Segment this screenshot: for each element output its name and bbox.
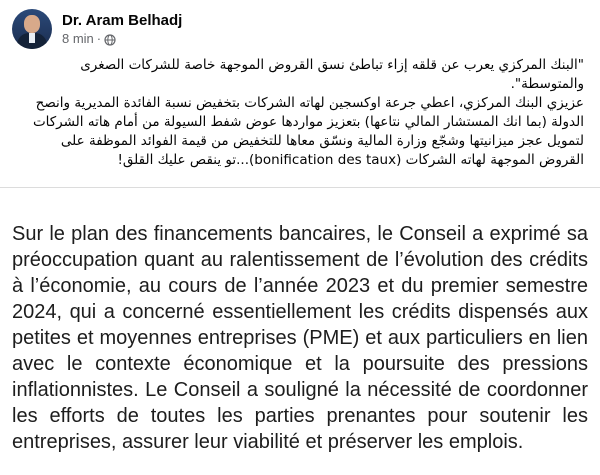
meta-separator: · — [96, 31, 102, 46]
avatar-shirt — [29, 33, 35, 43]
header-text — [62, 11, 182, 47]
avatar[interactable] — [12, 9, 52, 49]
post-time[interactable]: 8 min — [62, 31, 94, 46]
author-name[interactable]: Dr. Aram Belhadj — [62, 12, 183, 29]
post-meta — [62, 30, 182, 47]
caption-paragraph-1: "البنك المركزي يعرب عن قلقه إزاء تباطئ نسق القروض الموجهة خاصة للشركات الصغرى والمتوسطة". — [80, 57, 584, 92]
avatar-face — [24, 15, 40, 33]
post-header — [12, 7, 588, 51]
image-paragraph: Sur le plan des financements bancaires, le Conseil a exprimé sa préoccupation quant au ralentissement de l’évolution des crédits à l’économie, au cours de l’année 2023 et du premier semestre 2024, qui a concerné essentiellement les crédits dispensés aux petites et moyennes entreprises (PME) et aux particuliers en lien avec le contexte économique et la poursuite des pressions inflationnistes. Le Conseil a souligné la nécessité de coordonner les efforts de toutes les parties prenantes pour soutenir les entreprises, assurer leur viabilité et préserver les emplois. — [12, 223, 588, 453]
image-divider — [0, 187, 600, 188]
post-caption — [16, 56, 584, 170]
globe-icon[interactable] — [104, 33, 116, 45]
caption-paragraph-2: عزيزي البنك المركزي، اعطي جرعة اوكسجين لهاته الشركات بتخفيض نسبة الفائدة المديرية وانصح الدولة (بما انك المستشار المالي نتاعها) بتعزيز مواردها عوض شفط السيولة من أمام هاته الشركات لتمويل عجز ميزانيتها وشجّع وزارة المالية ونسّق معاها للتخفيض من قيمة الفوائد الموظفة على القروض الموجهة لهاته الشركات (bonification des taux)...تو ينقص عليك القلق! — [32, 95, 584, 168]
post-image-text[interactable] — [12, 221, 588, 455]
